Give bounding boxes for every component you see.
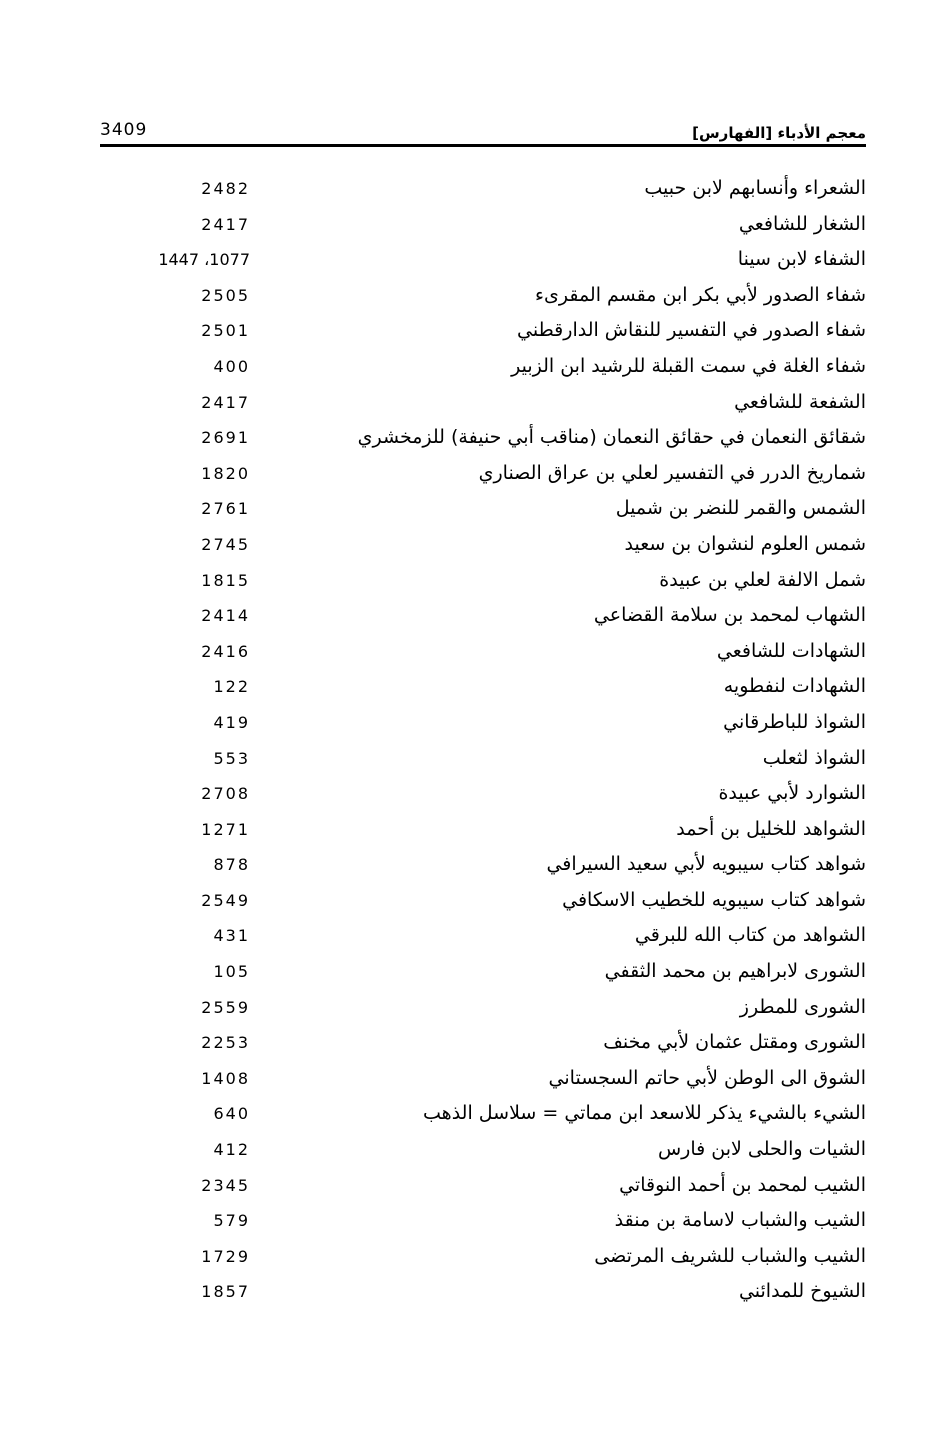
entry-pages: 553 <box>213 748 250 768</box>
entry-title: الشواذ لثعلب <box>762 746 866 769</box>
entry-title: شواهد كتاب سيبويه للخطيب الاسكافي <box>562 888 866 911</box>
entry-title: الشيء بالشيء يذكر للاسعد ابن مماتي = سلاسل الذهب <box>423 1102 866 1125</box>
entry-title: شفاء الصدور لأبي بكر ابن مقسم المقرىء <box>535 283 866 306</box>
entry-title: شواهد كتاب سيبويه لأبي سعيد السيرافي <box>546 853 866 876</box>
entry-pages: 431 <box>213 926 250 946</box>
entry-pages: 1729 <box>201 1246 250 1266</box>
index-entry <box>0 1274 932 1310</box>
index-entry <box>0 278 932 314</box>
entry-pages: 1820 <box>201 463 250 483</box>
index-entry <box>0 385 932 421</box>
entry-title: شمس العلوم لنشوان بن سعيد <box>624 532 866 555</box>
entry-pages: 2745 <box>201 534 250 554</box>
index-entry <box>0 1096 932 1132</box>
entry-title: الشيوخ للمدائني <box>738 1280 866 1303</box>
entry-pages: 1408 <box>201 1068 250 1088</box>
entry-title: شماريخ الدرر في التفسير لعلي بن عراق الصناري <box>478 461 866 484</box>
entry-title: الشمس والقمر للنضر بن شميل <box>615 497 866 520</box>
index-entry <box>0 207 932 243</box>
entry-title: الشواذ للباطرقاني <box>723 710 866 733</box>
entry-title: الشهادات للشافعي <box>716 639 866 662</box>
entry-title: الشيب والشباب للشريف المرتضى <box>594 1244 866 1267</box>
header-rule <box>100 144 866 147</box>
index-entry <box>0 776 932 812</box>
index-entry <box>0 242 932 278</box>
index-entry <box>0 1132 932 1168</box>
index-entry <box>0 1025 932 1061</box>
entry-title: شفاء الصدور في التفسير للنقاش الدارقطني <box>517 319 866 342</box>
page-header <box>100 112 866 146</box>
entry-pages: 412 <box>213 1140 250 1160</box>
index-entry <box>0 598 932 634</box>
entry-pages: 400 <box>213 356 250 376</box>
entry-pages: 2708 <box>201 784 250 804</box>
index-entry <box>0 990 932 1026</box>
entry-title: الشيب لمحمد بن أحمد النوقاتي <box>619 1173 866 1196</box>
entry-pages: 122 <box>213 677 250 697</box>
entry-pages: 1447 ،1077 <box>158 250 250 270</box>
entry-pages: 2501 <box>201 321 250 341</box>
entry-title: الشواهد من كتاب الله للبرقي <box>634 924 866 947</box>
entry-pages: 2559 <box>201 997 250 1017</box>
index-entry <box>0 420 932 456</box>
index-entry <box>0 563 932 599</box>
entry-pages: 2253 <box>201 1033 250 1053</box>
index-entry <box>0 456 932 492</box>
entry-pages: 2417 <box>201 392 250 412</box>
index-entry <box>0 634 932 670</box>
entry-title: شفاء الغلة في سمت القبلة للرشيد ابن الزبير <box>511 354 866 377</box>
entry-pages: 2417 <box>201 214 250 234</box>
entry-pages: 2416 <box>201 641 250 661</box>
entry-pages: 1271 <box>201 819 250 839</box>
index-entry <box>0 705 932 741</box>
entry-title: الشوارد لأبي عبيدة <box>718 782 866 805</box>
index-entry <box>0 1203 932 1239</box>
entry-pages: 105 <box>213 962 250 982</box>
index-entry <box>0 349 932 385</box>
entry-pages: 2549 <box>201 890 250 910</box>
entry-pages: 419 <box>213 712 250 732</box>
entry-title: الشهاب لمحمد بن سلامة القضاعي <box>593 604 866 627</box>
running-title: معجم الأدباء [الفهارس] <box>692 124 866 142</box>
entry-pages: 1857 <box>201 1282 250 1302</box>
entry-pages: 2505 <box>201 285 250 305</box>
entry-title: الشورى لابراهيم بن محمد الثقفي <box>604 960 866 983</box>
index-entry <box>0 812 932 848</box>
entry-pages: 2414 <box>201 606 250 626</box>
index-entry <box>0 918 932 954</box>
entry-pages: 579 <box>213 1211 250 1231</box>
index-entries <box>0 171 932 1310</box>
page-number: 3409 <box>100 120 148 140</box>
entry-title: الشوق الى الوطن لأبي حاتم السجستاني <box>548 1066 866 1089</box>
entry-title: الشهادات لنفطويه <box>723 675 866 698</box>
entry-title: شمل الالفة لعلي بن عبيدة <box>659 568 866 591</box>
index-entry <box>0 1168 932 1204</box>
entry-title: الشيب والشباب لاسامة بن منقذ <box>614 1209 866 1232</box>
index-entry <box>0 1061 932 1097</box>
index-entry <box>0 883 932 919</box>
index-entry <box>0 741 932 777</box>
index-entry <box>0 847 932 883</box>
entry-title: الشعراء وأنسابهم لابن حبيب <box>644 177 866 199</box>
index-entry <box>0 171 932 207</box>
entry-title: الشواهد للخليل بن أحمد <box>676 817 866 840</box>
entry-pages: 2691 <box>201 428 250 448</box>
index-entry <box>0 1239 932 1275</box>
index-entry <box>0 527 932 563</box>
entry-title: الشيات والحلى لابن فارس <box>657 1138 866 1161</box>
entry-title: شقائق النعمان في حقائق النعمان (مناقب أبي حنيفة) للزمخشري <box>357 426 866 449</box>
index-entry <box>0 954 932 990</box>
entry-pages: 2761 <box>201 499 250 519</box>
entry-pages: 1815 <box>201 570 250 590</box>
entry-title: الشفاء لابن سينا <box>737 248 866 271</box>
entry-title: الشورى ومقتل عثمان لأبي مخنف <box>603 1031 866 1054</box>
entry-pages: 2482 <box>201 179 250 198</box>
entry-pages: 878 <box>213 855 250 875</box>
entry-pages: 2345 <box>201 1175 250 1195</box>
entry-pages: 640 <box>213 1104 250 1124</box>
index-entry <box>0 491 932 527</box>
entry-title: الشفعة للشافعي <box>734 390 866 413</box>
entry-title: الشغار للشافعي <box>738 212 866 235</box>
entry-title: الشورى للمطرز <box>739 995 866 1018</box>
index-entry <box>0 313 932 349</box>
index-entry <box>0 669 932 705</box>
